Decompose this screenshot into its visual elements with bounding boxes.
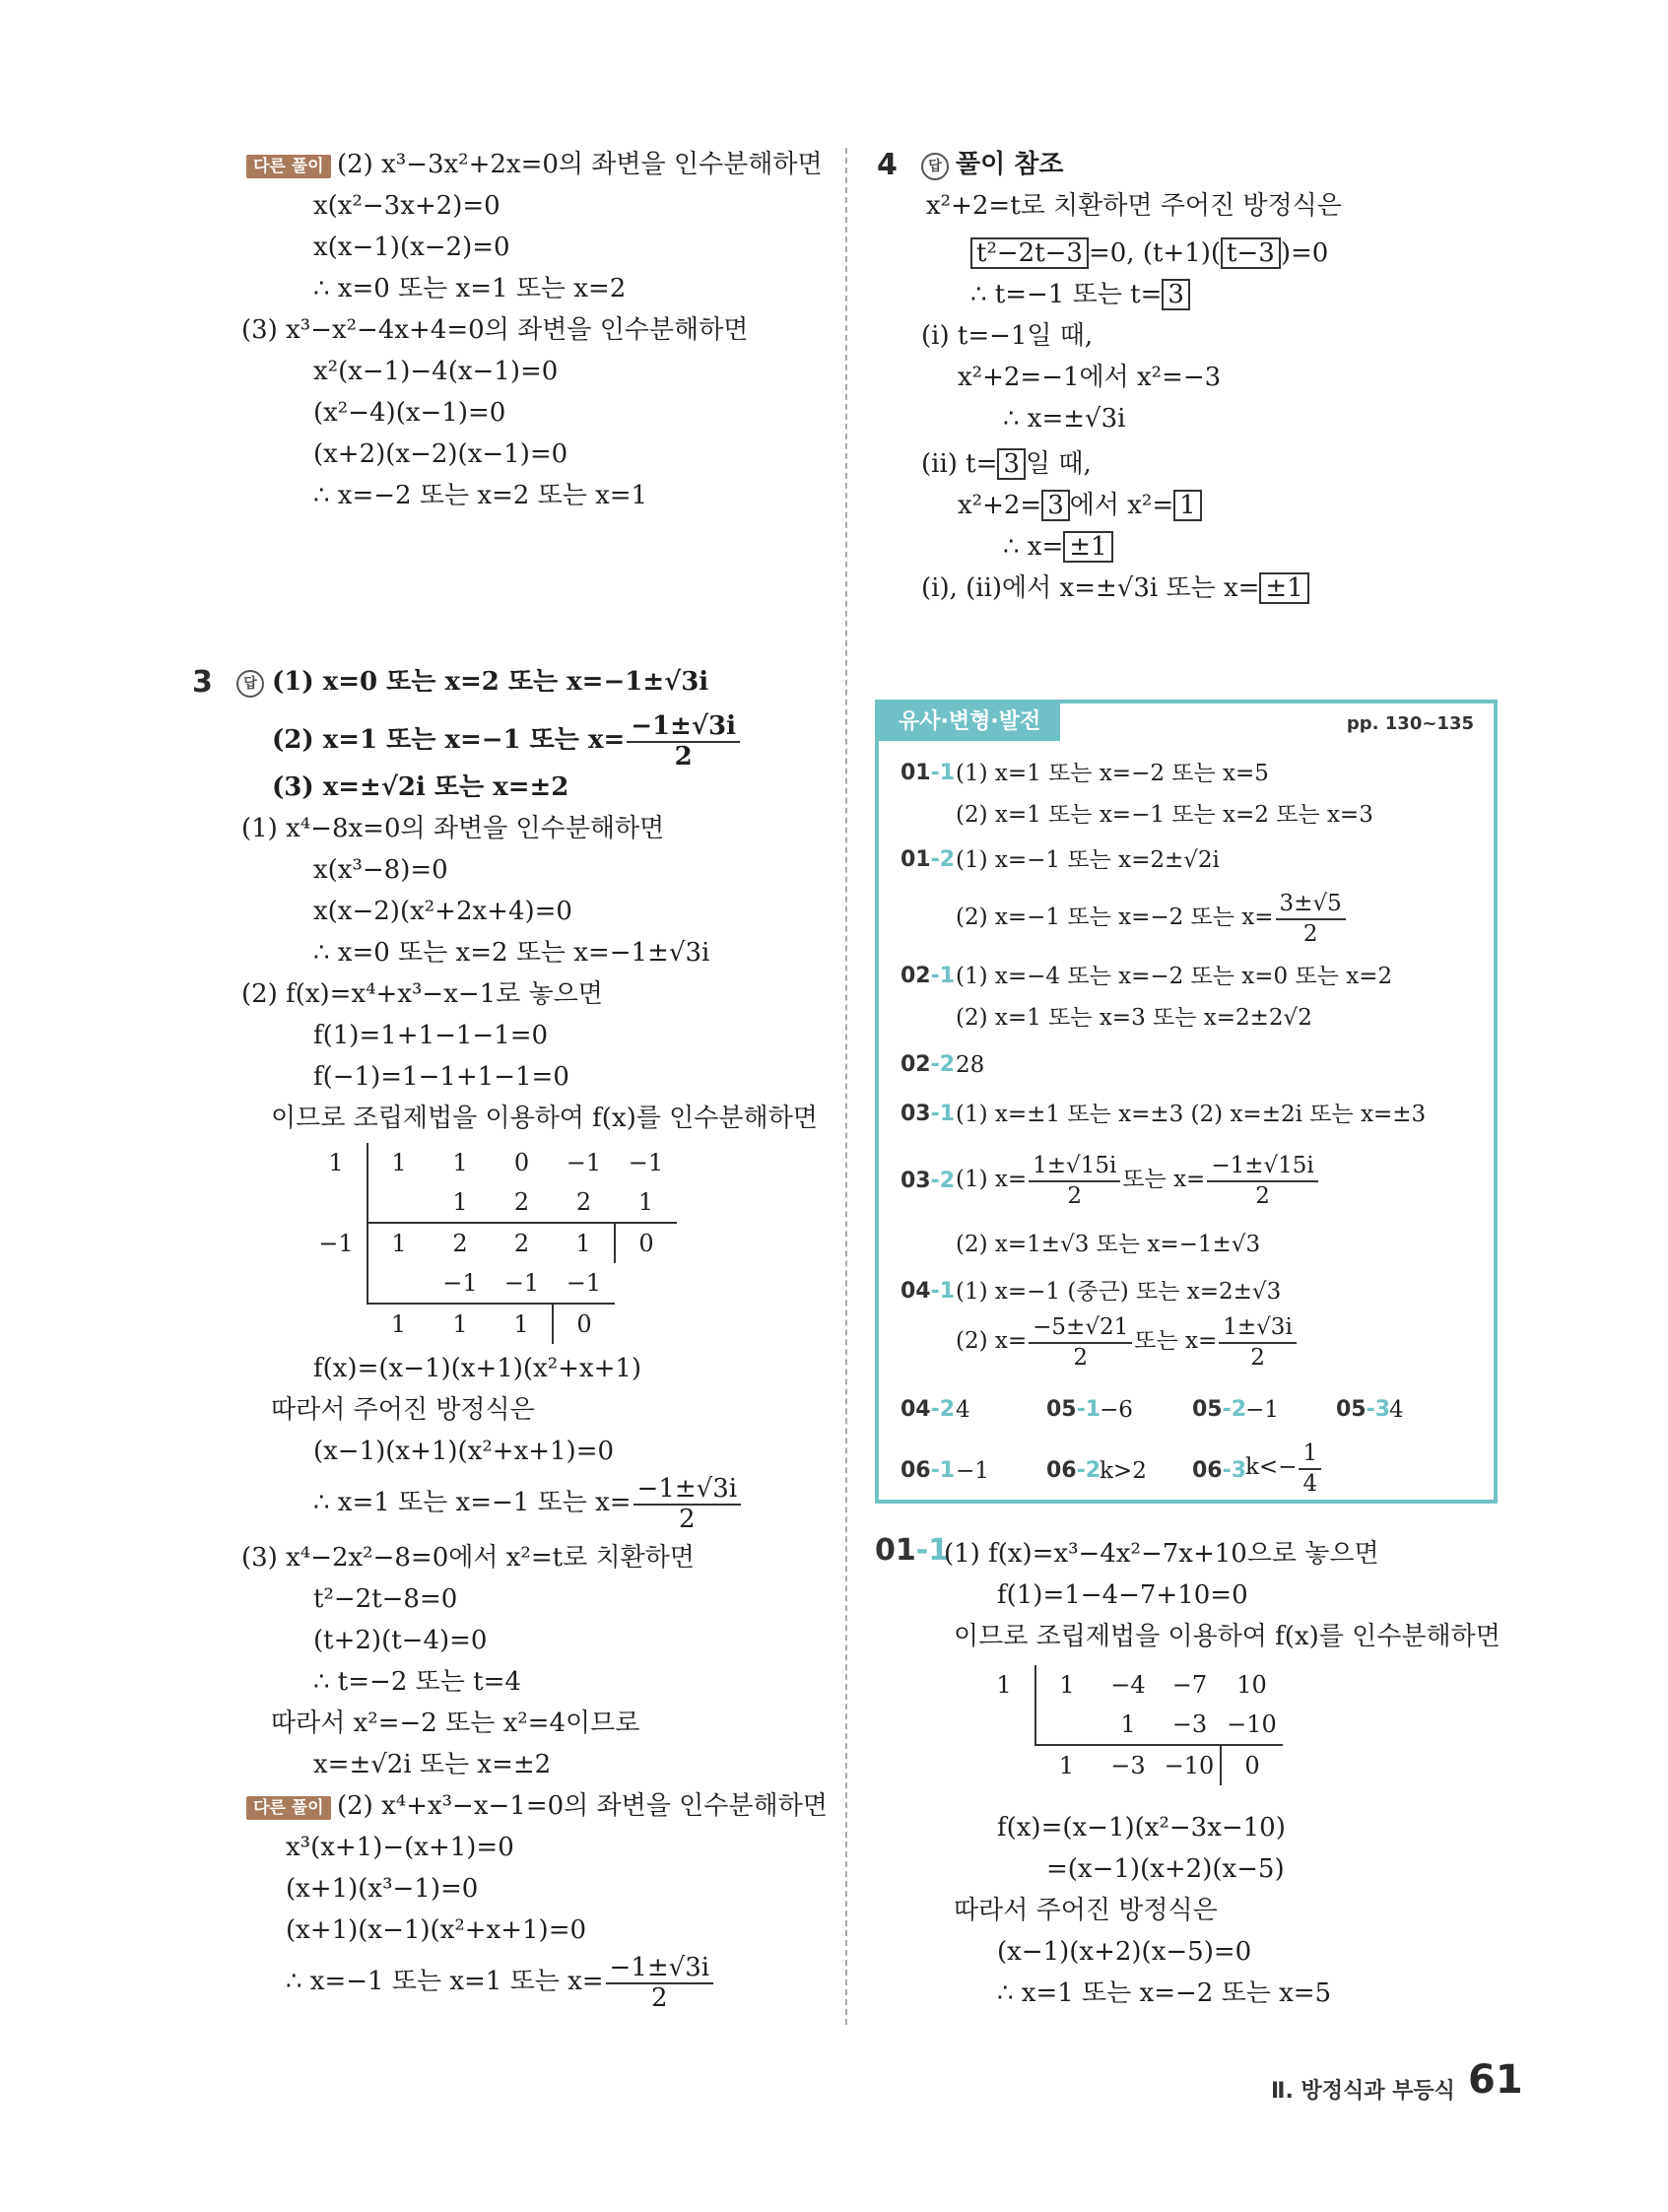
- syn-cell: −3: [1110, 1752, 1146, 1779]
- answer-box: 3: [1041, 490, 1070, 521]
- syn-remainder: 0: [615, 1223, 677, 1263]
- syn-cell: 1: [452, 1310, 468, 1338]
- syn-cell: 1: [1058, 1752, 1075, 1779]
- alt2-result-fraction: [606, 1953, 714, 2012]
- syn-cell: −1: [491, 1263, 553, 1304]
- syn-cell: [973, 1745, 1035, 1785]
- id-sub: -1: [1076, 1397, 1101, 1422]
- p3-answer-2-text: (2) x=1 또는 x=−1 또는 x=: [272, 725, 626, 755]
- fraction-numerator: 1±√15i: [1029, 1151, 1120, 1182]
- answer-line: 28: [956, 1052, 985, 1078]
- id-main: 05: [1192, 1397, 1223, 1422]
- p3-s3-result: x=±√2i 또는 x=±2: [313, 1750, 552, 1779]
- p4-line-2: [970, 236, 1328, 270]
- problem-id: [901, 1458, 955, 1483]
- syn-remainder: 0: [1221, 1745, 1283, 1785]
- id-main: 06: [901, 1458, 931, 1483]
- id-sub: -2: [1076, 1458, 1101, 1483]
- synthetic-division-table: [973, 1665, 1283, 1785]
- sol011-intro: (1) f(x)=x³−4x²−7x+10으로 놓으면: [944, 1539, 1379, 1569]
- p4-case2-line-1-mid: 에서 x²=: [1069, 491, 1174, 520]
- answer-icon: 답: [236, 670, 264, 698]
- sol011-f1: f(x)=(x−1)(x²−3x−10): [997, 1813, 1286, 1843]
- syn-cell: 1: [1059, 1671, 1075, 1699]
- id-sub: -1: [930, 964, 956, 988]
- answer-line: 4: [1389, 1397, 1404, 1423]
- id-main: 05: [1046, 1397, 1077, 1422]
- id-main: 05: [1336, 1397, 1367, 1422]
- problem-number-4: 4: [877, 148, 898, 182]
- p4-case1-line-2: ∴ x=±√3i: [1003, 404, 1126, 434]
- answer-box: 3: [997, 448, 1026, 480]
- id-sub: -2: [930, 1169, 956, 1193]
- chapter-label: Ⅱ. 방정식과 부등식: [1271, 2079, 1455, 2104]
- problem-id: [1046, 1397, 1101, 1422]
- answer-line: (1) x=1 또는 x=−2 또는 x=5: [956, 761, 1269, 786]
- syn-cell: 1: [452, 1149, 468, 1176]
- syn-cell: −1: [566, 1149, 602, 1176]
- p3-answer-3: (3) x=±√2i 또는 x=±2: [272, 772, 569, 802]
- answer-line: −6: [1100, 1397, 1133, 1423]
- alt1-line-3: ∴ x=0 또는 x=1 또는 x=2: [313, 274, 627, 303]
- problem-id: [1336, 1397, 1390, 1422]
- id-sub: -1: [930, 1102, 956, 1126]
- p4-case2-line-2-text: ∴ x=: [1003, 532, 1064, 562]
- part3-line-3: (x+2)(x−2)(x−1)=0: [313, 439, 568, 469]
- answer-box: ±1: [1063, 531, 1112, 563]
- id-main: 06: [1046, 1458, 1077, 1483]
- answer-line: (1) x=−1 (중근) 또는 x=2±√3: [956, 1279, 1282, 1305]
- problem-id: [901, 1102, 955, 1126]
- p3-s2-intro: (2) f(x)=x⁴+x³−x−1로 놓으면: [241, 979, 603, 1009]
- id-main: 03: [901, 1102, 931, 1126]
- syn-cell: 2: [553, 1182, 615, 1223]
- answer-line: (2) x=1 또는 x=−1 또는 x=2 또는 x=3: [956, 802, 1373, 828]
- p3-s1-line-2: x(x−2)(x²+2x+4)=0: [313, 897, 572, 926]
- answer-fraction: [1207, 1151, 1317, 1210]
- answer-box: 1: [1173, 490, 1202, 521]
- p3-s3-intro: (3) x⁴−2x²−8=0에서 x²=t로 치환하면: [241, 1543, 695, 1573]
- syn-cell: −1: [628, 1149, 664, 1176]
- answer-box: t−3: [1221, 237, 1281, 269]
- problem-id: [901, 1397, 955, 1422]
- syn-cell: [615, 1263, 677, 1304]
- p3-s2-result: [313, 1474, 743, 1533]
- syn-cell: 1: [973, 1665, 1035, 1705]
- syn-cell: 2: [491, 1182, 553, 1223]
- problem-id: [1046, 1458, 1101, 1483]
- sol011-result: ∴ x=1 또는 x=−2 또는 x=5: [997, 1978, 1332, 2008]
- syn-cell: 1: [430, 1182, 491, 1223]
- fraction-denominator: 2: [1067, 1183, 1083, 1209]
- fraction-numerator: 1±√3i: [1219, 1312, 1297, 1344]
- problem-id: [901, 964, 955, 988]
- answer-line: 4: [956, 1397, 970, 1423]
- sol011-f2: =(x−1)(x+2)(x−5): [1046, 1854, 1285, 1884]
- syn-cell: 1: [615, 1182, 677, 1223]
- syn-cell: 1: [305, 1143, 367, 1182]
- part3-line-2: (x²−4)(x−1)=0: [313, 398, 506, 428]
- fraction-denominator: 4: [1302, 1471, 1318, 1497]
- p4-case1-line-1: x²+2=−1에서 x²=−3: [958, 363, 1222, 392]
- id-main: 04: [901, 1279, 931, 1304]
- answer-fraction: [1219, 1312, 1297, 1372]
- id-main: 06: [1192, 1458, 1223, 1483]
- answer-line: [956, 1312, 1299, 1372]
- panel-page-range: pp. 130~135: [1346, 713, 1474, 734]
- alt2-result-text: ∴ x=−1 또는 x=1 또는 x=: [286, 1967, 604, 1996]
- sol011-note: 이므로 조립제법을 이용하여 f(x)를 인수분해하면: [954, 1622, 1501, 1651]
- syn-cell: −10: [1221, 1705, 1283, 1745]
- alt2-intro: (2) x⁴+x³−x−1=0의 좌변을 인수분해하면: [337, 1791, 828, 1821]
- syn-cell: [973, 1705, 1035, 1745]
- p4-final-text: (i), (ii)에서 x=±√3i 또는 x=: [921, 573, 1260, 603]
- id-main: 01: [901, 761, 931, 785]
- syn-cell: [305, 1263, 367, 1304]
- id-main: 02: [901, 1052, 931, 1077]
- answer-line: k>2: [1100, 1458, 1147, 1484]
- answer-line: (2) x=1 또는 x=3 또는 x=2±2√2: [956, 1005, 1312, 1031]
- p3-s3-line-3: ∴ t=−2 또는 t=4: [313, 1667, 521, 1697]
- id-sub: -1: [930, 1458, 956, 1483]
- p3-s3-line-1: t²−2t−8=0: [313, 1584, 458, 1614]
- p4-line-3-text: ∴ t=−1 또는 t=: [970, 280, 1163, 309]
- syn-cell: 10: [1236, 1671, 1267, 1699]
- syn-cell: [305, 1304, 367, 1344]
- sol011-eq: (x−1)(x+2)(x−5)=0: [997, 1937, 1252, 1967]
- answer-text: k<−: [1245, 1454, 1298, 1480]
- answer-text: (2) x=: [956, 1328, 1028, 1354]
- id-main: 03: [901, 1169, 931, 1193]
- id-sub: -1: [930, 761, 956, 785]
- syn-cell: −10: [1164, 1752, 1215, 1779]
- p3-answer-2: [272, 711, 742, 771]
- fraction-numerator: 1: [1299, 1439, 1321, 1470]
- p3-s2-line-1: f(1)=1+1−1−1=0: [313, 1021, 549, 1050]
- p4-line-1: x²+2=t로 치환하면 주어진 방정식은: [926, 191, 1342, 221]
- p3-answer-1: (1) x=0 또는 x=2 또는 x=−1±√3i: [272, 667, 709, 697]
- answer-line: (1) x=−4 또는 x=−2 또는 x=0 또는 x=2: [956, 964, 1393, 989]
- syn-cell: 1: [391, 1230, 407, 1257]
- alt1-line-1: x(x²−3x+2)=0: [313, 191, 500, 221]
- answer-line: (2) x=1±√3 또는 x=−1±√3: [956, 1232, 1261, 1257]
- page-number: 61: [1468, 2057, 1523, 2103]
- fraction-numerator: −1±√15i: [1207, 1151, 1317, 1182]
- syn-cell: 1: [390, 1310, 407, 1338]
- similar-problems-panel: [875, 700, 1498, 1504]
- id-main: 02: [901, 964, 931, 988]
- syn-cell: [305, 1182, 367, 1223]
- syn-cell: −1: [553, 1263, 615, 1304]
- syn-cell: 1: [575, 1230, 591, 1257]
- alt2-result: [286, 1953, 715, 2012]
- sol011-thus: 따라서 주어진 방정식은: [954, 1896, 1218, 1925]
- answer-icon: 답: [921, 153, 949, 180]
- id-main: 04: [901, 1397, 931, 1422]
- answer-line: [1245, 1439, 1323, 1498]
- answer-line: (1) x=±1 또는 x=±3 (2) x=±2i 또는 x=±3: [956, 1102, 1427, 1127]
- fraction-denominator: 2: [1302, 921, 1318, 947]
- answer-text: (1) x=: [956, 1167, 1028, 1192]
- fraction-denominator: 2: [1250, 1345, 1265, 1371]
- column-divider: [845, 148, 847, 2025]
- p3-answer-2-fraction: [627, 711, 740, 771]
- id-sub: -3: [1222, 1458, 1247, 1483]
- p3-s3-line-2: (t+2)(t−4)=0: [313, 1626, 488, 1655]
- problem-id: [901, 1279, 955, 1304]
- id-main: 01: [901, 847, 931, 872]
- id-sub: -1: [915, 1533, 950, 1568]
- answer-text: 또는 x=: [1134, 1328, 1218, 1354]
- id-sub: -2: [930, 1397, 956, 1422]
- syn-cell: −3: [1159, 1705, 1221, 1745]
- syn-cell: [615, 1304, 677, 1344]
- sol011-line-1: f(1)=1−4−7+10=0: [997, 1580, 1248, 1610]
- answer-text: 또는 x=: [1122, 1167, 1206, 1192]
- id-sub: -2: [930, 847, 956, 872]
- problem-id: [901, 1052, 955, 1077]
- syn-cell: 1: [513, 1310, 529, 1338]
- p3-s2-after: f(x)=(x−1)(x+1)(x²+x+1): [313, 1354, 642, 1383]
- answer-line: [956, 1151, 1320, 1210]
- problem-number-3: 3: [192, 665, 213, 700]
- fraction-numerator: −5±√21: [1029, 1312, 1132, 1344]
- fraction-numerator: −1±√3i: [606, 1953, 714, 1984]
- p3-s3-thus: 따라서 x²=−2 또는 x²=4이므로: [271, 1709, 640, 1738]
- p4-final: [921, 571, 1309, 605]
- fraction-denominator: 2: [679, 1505, 696, 1534]
- fraction-denominator: 2: [674, 742, 693, 771]
- part3-line-4: ∴ x=−2 또는 x=2 또는 x=1: [313, 481, 648, 510]
- fraction-denominator: 2: [1255, 1183, 1270, 1209]
- answer-box: 3: [1162, 279, 1190, 310]
- syn-cell: [367, 1263, 430, 1304]
- syn-cell: 1: [1098, 1705, 1159, 1745]
- p4-case2-line-1: [958, 489, 1202, 522]
- alt2-line-3: (x+1)(x−1)(x²+x+1)=0: [286, 1915, 587, 1945]
- p4-case2-head-text: (ii) t=: [921, 449, 998, 479]
- syn-cell: −1: [430, 1263, 491, 1304]
- p3-s1-line-3: ∴ x=0 또는 x=2 또는 x=−1±√3i: [313, 938, 710, 968]
- syn-cell: 2: [513, 1230, 530, 1257]
- p3-s2-note: 이므로 조립제법을 이용하여 f(x)를 인수분해하면: [271, 1104, 818, 1133]
- p4-case2-line-1-text: x²+2=: [958, 491, 1042, 520]
- syn-cell: [367, 1182, 430, 1223]
- id-sub: -1: [930, 1279, 956, 1304]
- answer-line: −1: [956, 1458, 989, 1484]
- syn-cell: −7: [1171, 1671, 1208, 1699]
- answer-box: t²−2t−3: [970, 237, 1089, 269]
- p4-line-2-end: )=0: [1280, 238, 1329, 268]
- fraction-numerator: −1±√3i: [627, 711, 740, 743]
- alt1-intro: (2) x³−3x²+2x=0의 좌변을 인수분해하면: [337, 150, 823, 179]
- p3-s1-line-1: x(x³−8)=0: [313, 855, 448, 885]
- synthetic-division-table: [305, 1143, 677, 1344]
- id-main: 01: [875, 1533, 916, 1568]
- answer-text: (2) x=−1 또는 x=−2 또는 x=: [956, 905, 1274, 930]
- id-sub: -2: [930, 1052, 956, 1077]
- problem-id: [1192, 1397, 1246, 1422]
- p4-case2-head: [921, 447, 1092, 481]
- problem-id: [901, 761, 955, 785]
- answer-fraction: [1029, 1151, 1120, 1210]
- problem-id: [901, 1169, 955, 1193]
- alt1-line-2: x(x−1)(x−2)=0: [313, 233, 510, 262]
- id-sub: -3: [1366, 1397, 1391, 1422]
- syn-cell: −1: [305, 1223, 367, 1263]
- id-sub: -2: [1222, 1397, 1247, 1422]
- p4-line-3: [970, 278, 1190, 311]
- answer-line: −1: [1245, 1397, 1279, 1423]
- p3-s2-thus: 따라서 주어진 방정식은: [271, 1395, 535, 1425]
- p3-s2-result-text: ∴ x=1 또는 x=−1 또는 x=: [313, 1488, 632, 1517]
- p4-case2-head-end: 일 때,: [1025, 449, 1092, 479]
- syn-cell: 2: [452, 1230, 468, 1257]
- panel-title: 유사·변형·발전: [879, 704, 1060, 741]
- p4-line-2-mid: =0, (t+1)(: [1088, 238, 1222, 268]
- answer-fraction: [1276, 889, 1346, 948]
- part3-line-1: x²(x−1)−4(x−1)=0: [313, 357, 559, 386]
- problem-id: [901, 847, 955, 872]
- p3-s1-intro: (1) x⁴−8x=0의 좌변을 인수분해하면: [241, 814, 665, 843]
- answer-line: (1) x=−1 또는 x=2±√2i: [956, 847, 1220, 873]
- alt-solution-tag: 다른 풀이: [246, 1796, 331, 1820]
- alt-solution-tag: 다른 풀이: [246, 155, 331, 178]
- syn-cell: 1: [391, 1149, 407, 1176]
- problem-id: [1192, 1458, 1246, 1483]
- answer-line: [956, 889, 1348, 948]
- answer-box: ±1: [1259, 572, 1308, 604]
- p3-s2-eq: (x−1)(x+1)(x²+x+1)=0: [313, 1437, 615, 1466]
- fraction-denominator: 2: [1073, 1345, 1089, 1371]
- syn-cell: −4: [1110, 1671, 1146, 1699]
- fraction-numerator: 3±√5: [1276, 889, 1346, 920]
- part3-intro: (3) x³−x²−4x+4=0의 좌변을 인수분해하면: [241, 315, 749, 345]
- fraction-denominator: 2: [651, 1983, 668, 2013]
- syn-cell: 0: [513, 1149, 530, 1176]
- syn-remainder: 0: [553, 1304, 615, 1344]
- alt2-line-2: (x+1)(x³−1)=0: [286, 1874, 479, 1904]
- syn-cell: [1035, 1705, 1098, 1745]
- p3-s2-result-fraction: [634, 1474, 742, 1533]
- p4-case1-head: (i) t=−1일 때,: [921, 321, 1094, 351]
- alt2-line-1: x³(x+1)−(x+1)=0: [286, 1833, 514, 1862]
- fraction-numerator: −1±√3i: [634, 1474, 742, 1506]
- p4-case2-line-2: [1003, 530, 1113, 564]
- solution-id: [875, 1533, 949, 1568]
- answer-fraction: [1299, 1439, 1321, 1498]
- p3-s2-line-2: f(−1)=1−1+1−1=0: [313, 1062, 569, 1092]
- answer-fraction: [1029, 1312, 1132, 1372]
- p4-head: 풀이 참조: [956, 150, 1064, 179]
